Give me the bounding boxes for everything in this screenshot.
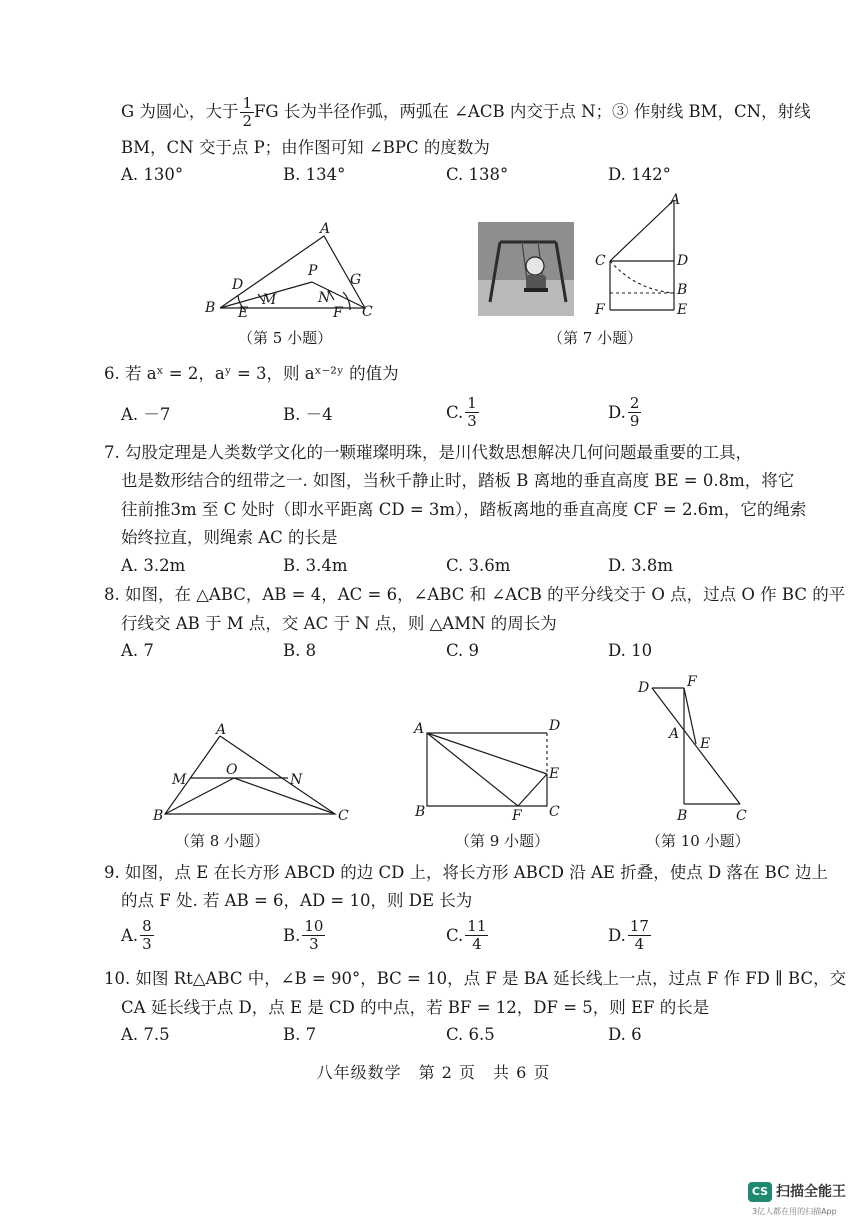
fig9-label-c: C [549,804,560,820]
fig7-label-c: C [595,253,606,269]
figure-7-photo [478,222,574,316]
fig9-label-e: E [549,766,560,782]
fig5-label-p: P [308,263,318,279]
q5-line-2: BM，CN 交于点 P；由作图可知 ∠BPC 的度数为 [121,138,490,157]
q10-options [121,1025,681,1065]
fig10-label-f: F [687,674,697,690]
fig10-line-dc [652,688,740,804]
fig8-triangle [165,736,335,814]
scanner-app-name: 扫描全能王 [776,1184,846,1200]
fig8-label-n: N [290,772,303,788]
q6-option-b: B. －4 [283,405,333,424]
fig7-swing-arc [610,261,674,293]
q6-option-c: C. $\frac{1}{3}$ [446,394,477,430]
fig10-line-fe [684,688,696,744]
fig8-label-c: C [338,808,349,824]
figure-10-diagram [632,672,752,822]
fig8-caption: （第 8 小题） [175,832,270,850]
fig8-label-m: M [172,772,187,788]
figure-7-diagram [588,190,698,325]
q8-option-d: D. 10 [608,641,653,660]
q9-options [121,918,681,958]
q8-option-b: B. 8 [283,641,317,660]
scanner-tagline: 3亿人都在用的扫描App [752,1207,837,1216]
q7-option-a: A. 3.2m [121,556,186,575]
page-footer: 八年级数学 第 2 页 共 6 页 [316,1063,551,1082]
fig8-bisector-c [234,778,335,814]
fig7-label-e: E [677,302,688,318]
fig5-label-m: M [262,292,277,308]
fig9-label-f: F [512,808,522,824]
q9-line-2: 的点 F 处. 若 AB = 6，AD = 10，则 DE 长为 [121,891,473,910]
figure-5-diagram [200,220,380,320]
q6-options [121,395,681,435]
fig9-label-a: A [414,721,425,737]
q9-option-b: B. $\frac{10}{3}$ [283,917,324,953]
fig10-label-a: A [669,726,680,742]
fig9-line-fe [518,774,547,806]
q6-stem: 6. 若 aˣ = 2，aʸ = 3，则 aˣ⁻²ʸ 的值为 [104,364,399,383]
fig10-caption: （第 10 小题） [646,832,750,850]
q5-line-1 [121,95,811,130]
q8-line-1: 8. 如图，在 △ABC，AB = 4，AC = 6，∠ABC 和 ∠ACB 的平分线交于 O 点，过点 O 作 BC 的平 [104,585,846,604]
q5-line1-post: FG 长为半径作弧，两弧在 ∠ACB 内交于点 N；③ 作射线 BM，CN，射线 [253,102,811,121]
fig9-label-b: B [415,804,426,820]
fig5-label-b: B [205,300,216,316]
fig7-label-d: D [677,253,689,269]
fig5-label-e: E [238,305,249,320]
q7-option-c: C. 3.6m [446,556,511,575]
fig10-label-b: B [677,808,688,822]
fig9-label-d: D [549,718,561,734]
q9-option-c: C. $\frac{11}{4}$ [446,917,487,953]
fig7-rope-ac [610,200,674,261]
fig10-label-c: C [736,808,747,822]
q5-option-a: A. 130° [121,165,184,184]
q8-options [121,641,681,681]
q10-option-c: C. 6.5 [446,1025,495,1044]
fig8-label-o: O [226,762,238,778]
q10-option-a: A. 7.5 [121,1025,170,1044]
fig9-line-af [427,733,518,806]
q10-option-b: B. 7 [283,1025,317,1044]
q7-option-d: D. 3.8m [608,556,674,575]
q5-line1-pre: G 为圆心，大于 [121,102,239,121]
q7-line-2: 也是数形结合的纽带之一. 如图，当秋千静止时，踏板 B 离地的垂直高度 BE = 0.8m，将它 [121,471,795,490]
fig5-caption: （第 5 小题） [238,329,333,347]
q7-option-b: B. 3.4m [283,556,348,575]
q9-line-1: 9. 如图，点 E 在长方形 ABCD 的边 CD 上，将长方形 ABCD 沿 AE 折叠，使点 D 落在 BC 边上 [104,863,828,882]
fig5-label-a: A [320,221,331,237]
q7-line-3: 往前推3m 至 C 处时（即水平距离 CD = 3m），踏板离地的垂直高度 CF = 2.6m，它的绳索 [121,500,807,519]
q5-option-c: C. 138° [446,165,509,184]
fig5-label-g: G [350,272,362,288]
fig7-label-a: A [670,192,681,208]
fig9-fold-ae [427,733,547,774]
fig10-label-e: E [700,736,711,752]
figure-9-diagram [410,716,570,826]
q6-option-d: D. $\frac{2}{9}$ [608,394,640,430]
fig5-label-f: F [333,305,343,320]
fig7-label-b: B [677,282,688,298]
fig7-swing-seat [524,288,548,292]
figure-8-diagram [150,722,360,827]
fig5-arc-c [343,292,350,310]
fig5-label-c: C [362,304,373,320]
fig9-rect-abcf [427,733,547,806]
q6-option-a: A. －7 [121,405,171,424]
fig5-label-d: D [232,277,244,293]
q10-line-2: CA 延长线于点 D，点 E 是 CD 的中点，若 BF = 12，DF = 5，则 EF 的长是 [121,998,710,1017]
fig10-label-d: D [638,680,650,696]
fig7-label-f: F [595,302,605,318]
fig8-label-a: A [216,722,227,738]
scanner-watermark [748,1180,864,1224]
q7-line-1: 7. 勾股定理是人类数学文化的一颗璀璨明珠，是川代数思想解决几何问题最重要的工具， [104,443,752,462]
fig7-child-head [526,257,544,275]
q8-option-a: A. 7 [121,641,154,660]
q10-option-d: D. 6 [608,1025,642,1044]
q5-fraction: $\frac{1}{2}$ [242,94,252,130]
fig9-caption: （第 9 小题） [455,832,550,850]
q8-line-2: 行线交 AB 于 M 点，交 AC 于 N 点，则 △AMN 的周长为 [121,614,557,633]
fig7-caption: （第 7 小题） [548,329,643,347]
q5-option-b: B. 134° [283,165,346,184]
q9-option-d: D. $\frac{17}{4}$ [608,917,649,953]
q9-option-a: A. $\frac{8}{3}$ [121,917,152,953]
q5-option-d: D. 142° [608,165,671,184]
q10-line-1: 10. 如图 Rt△ABC 中，∠B = 90°，BC = 10，点 F 是 BA 延长线上一点，过点 F 作 FD ∥ BC，交 [104,969,847,988]
scanner-logo-icon: CS [748,1182,772,1202]
fig8-label-b: B [153,808,164,824]
q8-option-c: C. 9 [446,641,480,660]
fig5-label-n: N [318,290,331,306]
q7-line-4: 始终拉直，则绳索 AC 的长是 [121,528,338,547]
